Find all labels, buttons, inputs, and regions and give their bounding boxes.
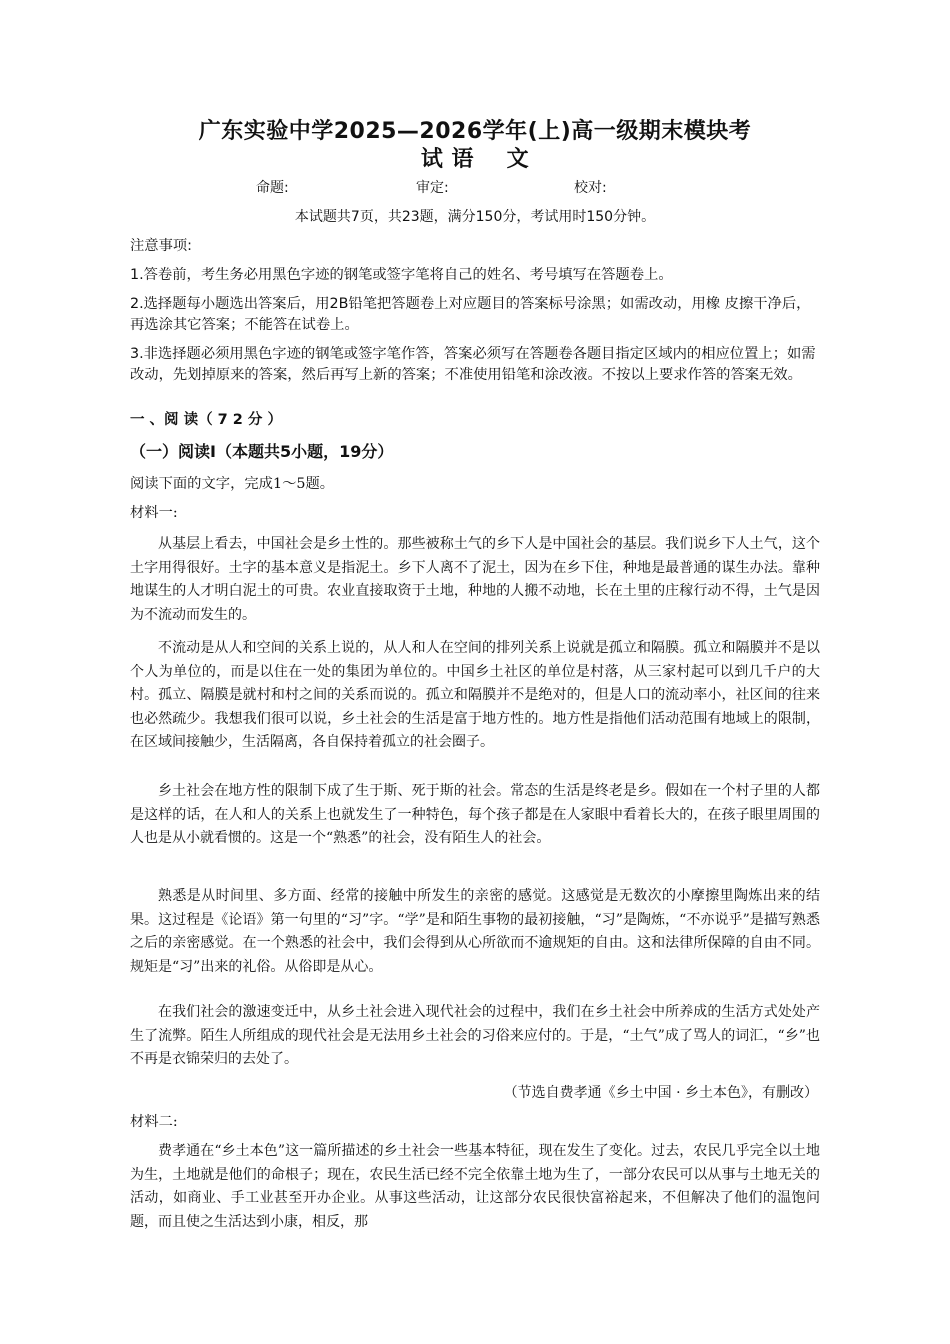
credit-author: 命题:	[256, 180, 289, 196]
credit-proofreader: 校对:	[574, 180, 607, 196]
notice-item-3: 3.非选择题必须用黑色字迹的钢笔或签字笔作答，答案必须写在答题卷各题目指定区域内的相应位置上；如需改动，先划掉原来的答案，然后再写上新的答案；不准使用铅笔和涂改液。不按以上要求作答的答案无效。	[130, 346, 816, 383]
notice-item-1: 1.答卷前，考生务必用黑色字迹的钢笔或签字笔将自己的姓名、考号填写在答题卷上。	[130, 267, 673, 283]
reading-subheading: （一）阅读Ⅰ（本题共5小题，19分）	[130, 442, 394, 461]
material1-label: 材料一:	[130, 505, 178, 521]
material2-paragraph-1: 费孝通在“乡土本色”这一篇所描述的乡土社会一些基本特征，现在发生了变化。过去，农民几乎完全以土地为生，土地就是他们的命根子；现在，农民生活已经不完全依靠土地为生了，一部分农民可以从事与土地无关的活动，如商业、手工业甚至开办企业。从事这些活动，让这部分农民很快富裕起来，不但解决了他们的温饱问题，而且使之生活达到小康，相反，那	[130, 1143, 820, 1230]
reading-instruction: 阅读下面的文字，完成1～5题。	[130, 476, 335, 492]
exam-summary: 本试题共7页，共23题，满分150分，考试用时150分钟。	[294, 209, 656, 225]
material1-paragraph-4: 熟悉是从时间里、多方面、经常的接触中所发生的亲密的感觉。这感觉是无数次的小摩擦里陶炼出来的结果。这过程是《论语》第一句里的“习”字。“学”是和陌生事物的最初接触，“习”是陶炼，“不亦说乎”是描写熟悉之后的亲密感觉。在一个熟悉的社会中，我们会得到从心所欲而不逾规矩的自由。这和法律所保障的自由不同。规矩是“习”出来的礼俗。从俗即是从心。	[130, 888, 820, 975]
notice-heading: 注意事项:	[130, 238, 193, 254]
material1-paragraph-3: 乡土社会在地方性的限制下成了生于斯、死于斯的社会。常态的生活是终老是乡。假如在一个村子里的人都是这样的话，在人和人的关系上也就发生了一种特色，每个孩子都是在人家眼中看着长大的，在孩子眼里周围的人也是从小就看惯的。这是一个“熟悉”的社会，没有陌生人的社会。	[130, 783, 820, 846]
section-heading: 一 、阅 读（ 7 2 分 ）	[130, 412, 282, 428]
material1-source: （节选自费孝通《乡土中国 · 乡土本色》，有删改）	[503, 1085, 818, 1101]
exam-title: 广东实验中学2025—2026学年(上)高一级期末模块考	[198, 119, 752, 144]
credit-reviewer: 审定:	[416, 180, 449, 196]
notice-item-2: 2.选择题每小题选出答案后，用2B铅笔把答题卷上对应题目的答案标号涂黑；如需改动，用橡 皮擦干净后，再选涂其它答案；不能答在试卷上。	[130, 296, 811, 333]
material1-paragraph-2: 不流动是从人和空间的关系上说的，从人和人在空间的排列关系上说就是孤立和隔膜。孤立和隔膜并不是以个人为单位的，而是以住在一处的集团为单位的。中国乡土社区的单位是村落，从三家村起可以到几千户的大村。孤立、隔膜是就村和村之间的关系而说的。孤立和隔膜并不是绝对的，但是人口的流动率小，社区间的往来也必然疏少。我想我们很可以说，乡土社会的生活是富于地方性的。地方性是指他们活动范围有地域上的限制，在区域间接触少，生活隔离，各自保持着孤立的社会圈子。	[130, 640, 820, 750]
material1-paragraph-1: 从基层上看去，中国社会是乡土性的。那些被称土气的乡下人是中国社会的基层。我们说乡下人土气，这个土字用得很好。土字的基本意义是指泥土。乡下人离不了泥土，因为在乡下住，种地是最普通的谋生办法。靠种地谋生的人才明白泥土的可贵。农业直接取资于土地，种地的人搬不动地，长在土里的庄稼行动不得，土气是因为不流动而发生的。	[130, 536, 820, 623]
subject-title: 试 语 文	[420, 147, 530, 172]
material1-paragraph-5: 在我们社会的激速变迁中，从乡土社会进入现代社会的过程中，我们在乡土社会中所养成的生活方式处处产生了流弊。陌生人所组成的现代社会是无法用乡土社会的习俗来应付的。于是，“土气”成了骂人的词汇，“乡”也不再是衣锦荣归的去处了。	[130, 1004, 820, 1067]
material2-label: 材料二:	[130, 1114, 178, 1130]
